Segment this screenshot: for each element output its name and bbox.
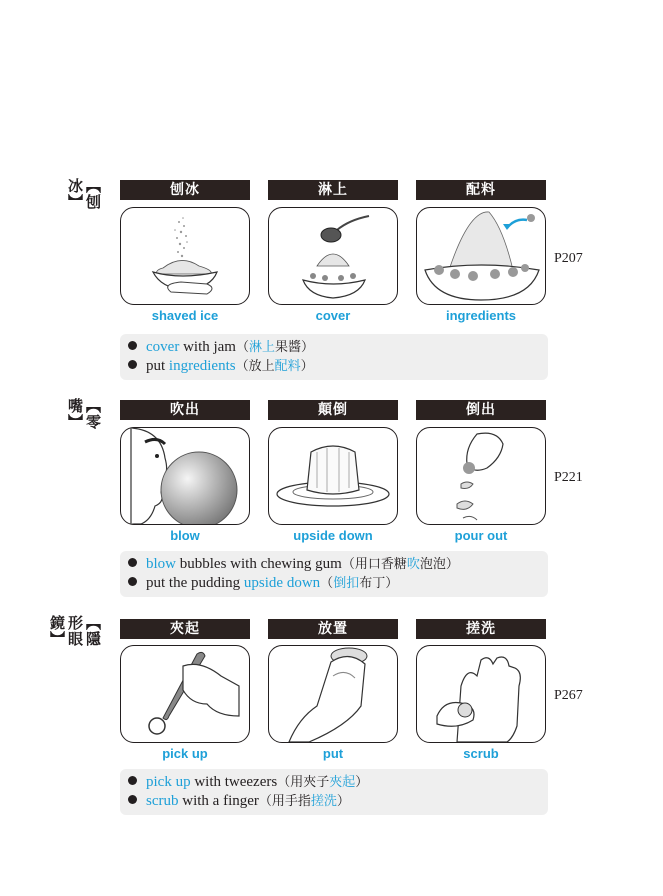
hand-with-tweezers-icon <box>120 645 250 743</box>
page-reference: P207 <box>554 251 583 266</box>
panel-caption: shaved ice <box>151 308 219 323</box>
panel-header: 夾起 <box>120 619 250 639</box>
side-title: 【刨冰】 <box>66 178 102 210</box>
bullet-icon <box>128 795 137 804</box>
bullet-icon <box>128 577 137 586</box>
example-sentence: blow bubbles with chewing gum（用口香糖吹泡泡） <box>128 554 459 575</box>
example-sentence: cover with jam（淋上果醬） <box>128 337 314 358</box>
panel-header: 搓洗 <box>416 619 546 639</box>
panel-caption: pour out <box>454 528 508 543</box>
spoon-pour-jam-icon <box>268 207 398 305</box>
example-box <box>120 551 548 597</box>
panel-header: 倒出 <box>416 400 546 420</box>
example-box <box>120 334 548 380</box>
panel-caption: upside down <box>293 528 373 543</box>
panel-caption: ingredients <box>445 308 517 323</box>
page-reference: P221 <box>554 470 583 485</box>
hand-pouring-snacks-icon <box>416 427 546 525</box>
panel-caption: cover <box>315 308 351 323</box>
panel-header: 顛倒 <box>268 400 398 420</box>
example-sentence: put the pudding upside down（倒扣布丁） <box>128 573 398 594</box>
bullet-icon <box>128 776 137 785</box>
panel-caption: blow <box>170 528 200 543</box>
panel-header: 淋上 <box>268 180 398 200</box>
panel-header: 吹出 <box>120 400 250 420</box>
bullet-icon <box>128 558 137 567</box>
example-sentence: pick up with tweezers（用夾子夾起） <box>128 772 368 793</box>
panel-caption: scrub <box>463 746 499 761</box>
panel-header: 放置 <box>268 619 398 639</box>
bullet-icon <box>128 360 137 369</box>
panel-header: 刨冰 <box>120 180 250 200</box>
side-title: 【零嘴】 <box>66 398 102 430</box>
lens-on-finger-icon <box>268 645 398 743</box>
bullet-icon <box>128 341 137 350</box>
pudding-on-plate-icon <box>268 427 398 525</box>
bowl-with-toppings-icon <box>416 207 546 305</box>
face-blowing-bubble-icon <box>120 427 250 525</box>
example-sentence: put ingredients（放上配料） <box>128 356 314 377</box>
panel-caption: pick up <box>162 746 208 761</box>
panel-caption: put <box>322 746 344 761</box>
hand-scrubbing-lens-icon <box>416 645 546 743</box>
example-box <box>120 769 548 815</box>
shaved-ice-bowl-icon <box>120 207 250 305</box>
side-title: 【隱形眼鏡】 <box>48 615 102 647</box>
example-sentence: scrub with a finger（用手指搓洗） <box>128 791 350 812</box>
panel-header: 配料 <box>416 180 546 200</box>
page-reference: P267 <box>554 688 583 703</box>
